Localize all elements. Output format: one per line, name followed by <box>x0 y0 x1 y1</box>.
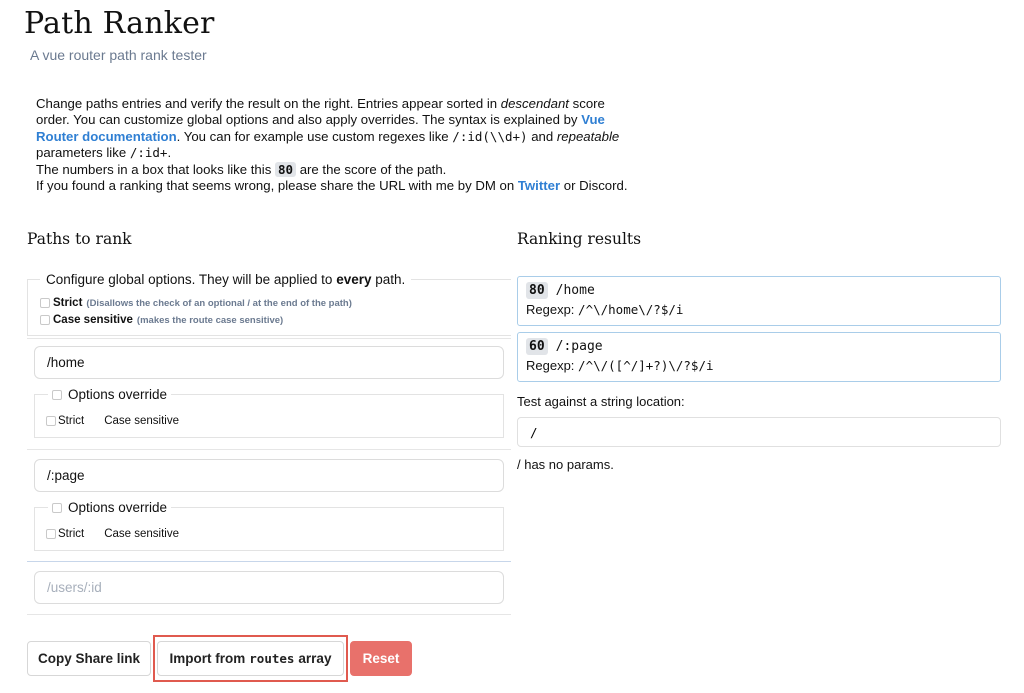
override-case-sensitive-checkbox[interactable] <box>92 529 102 539</box>
page-subtitle: A vue router path rank tester <box>30 47 207 63</box>
params-message: / has no params. <box>517 457 614 472</box>
result-path: /:page <box>555 339 603 354</box>
score-badge-example: 80 <box>275 162 296 177</box>
page-title: Path Ranker <box>24 6 215 41</box>
ranking-results-heading: Ranking results <box>517 230 642 248</box>
override-options-row: Strict Case sensitive <box>46 528 179 540</box>
override-strict-checkbox[interactable] <box>46 416 56 426</box>
result-card: 80 /home Regexp: /^\/home\/?$/i <box>517 276 1001 326</box>
options-override-legend[interactable]: Options override <box>48 387 171 402</box>
divider <box>27 449 511 450</box>
score-badge: 60 <box>526 338 548 355</box>
intro-text: Change paths entries and verify the result on the right. Entries appear sorted in descendant score order. You can customize global options and also apply overrides. The syntax is explained by Vue Router documentation. You can for example use custom regexes like /:id(\\d+) and repeatable parameters like /:id+. The numbers in a box that looks like this 80 are the score of the path. If you found a ranking that seems wrong, please share the URL with me by DM on Twitter or Discord. <box>36 96 628 194</box>
options-override-checkbox[interactable] <box>52 503 62 513</box>
global-case-sensitive-checkbox[interactable] <box>40 315 50 325</box>
path-input-home[interactable] <box>34 346 504 379</box>
result-card: 60 /:page Regexp: /^\/([^/]+?)\/?$/i <box>517 332 1001 382</box>
reset-button[interactable]: Reset <box>350 641 412 676</box>
options-override-legend[interactable]: Options override <box>48 500 171 515</box>
import-routes-button[interactable]: Import from routes array <box>157 641 344 676</box>
divider <box>27 561 511 562</box>
result-regexp: /^\/home\/?$/i <box>578 302 684 317</box>
paths-to-rank-heading: Paths to rank <box>27 230 132 248</box>
global-strict-option[interactable]: Strict (Disallows the check of an optional / at the end of the path) <box>40 297 352 309</box>
test-location-label: Test against a string location: <box>517 394 685 409</box>
result-path: /home <box>555 283 595 298</box>
override-case-sensitive-checkbox[interactable] <box>92 416 102 426</box>
global-strict-checkbox[interactable] <box>40 298 50 308</box>
divider <box>27 338 511 339</box>
vue-router-docs-link[interactable]: Vue Router documentation <box>36 112 605 144</box>
result-regexp: /^\/([^/]+?)\/?$/i <box>578 358 714 373</box>
path-input-page[interactable] <box>34 459 504 492</box>
score-badge: 80 <box>526 282 548 299</box>
twitter-link[interactable]: Twitter <box>517 178 561 194</box>
global-case-sensitive-option[interactable]: Case sensitive (makes the route case sensitive) <box>40 314 283 326</box>
options-override-checkbox[interactable] <box>52 390 62 400</box>
global-options-legend: Configure global options. They will be applied to every path. <box>40 272 411 287</box>
override-options-row: Strict Case sensitive <box>46 415 179 427</box>
test-location-input[interactable] <box>517 417 1001 447</box>
copy-share-link-button[interactable]: Copy Share link <box>27 641 151 676</box>
override-strict-checkbox[interactable] <box>46 529 56 539</box>
new-path-input[interactable] <box>34 571 504 604</box>
divider <box>27 614 511 615</box>
